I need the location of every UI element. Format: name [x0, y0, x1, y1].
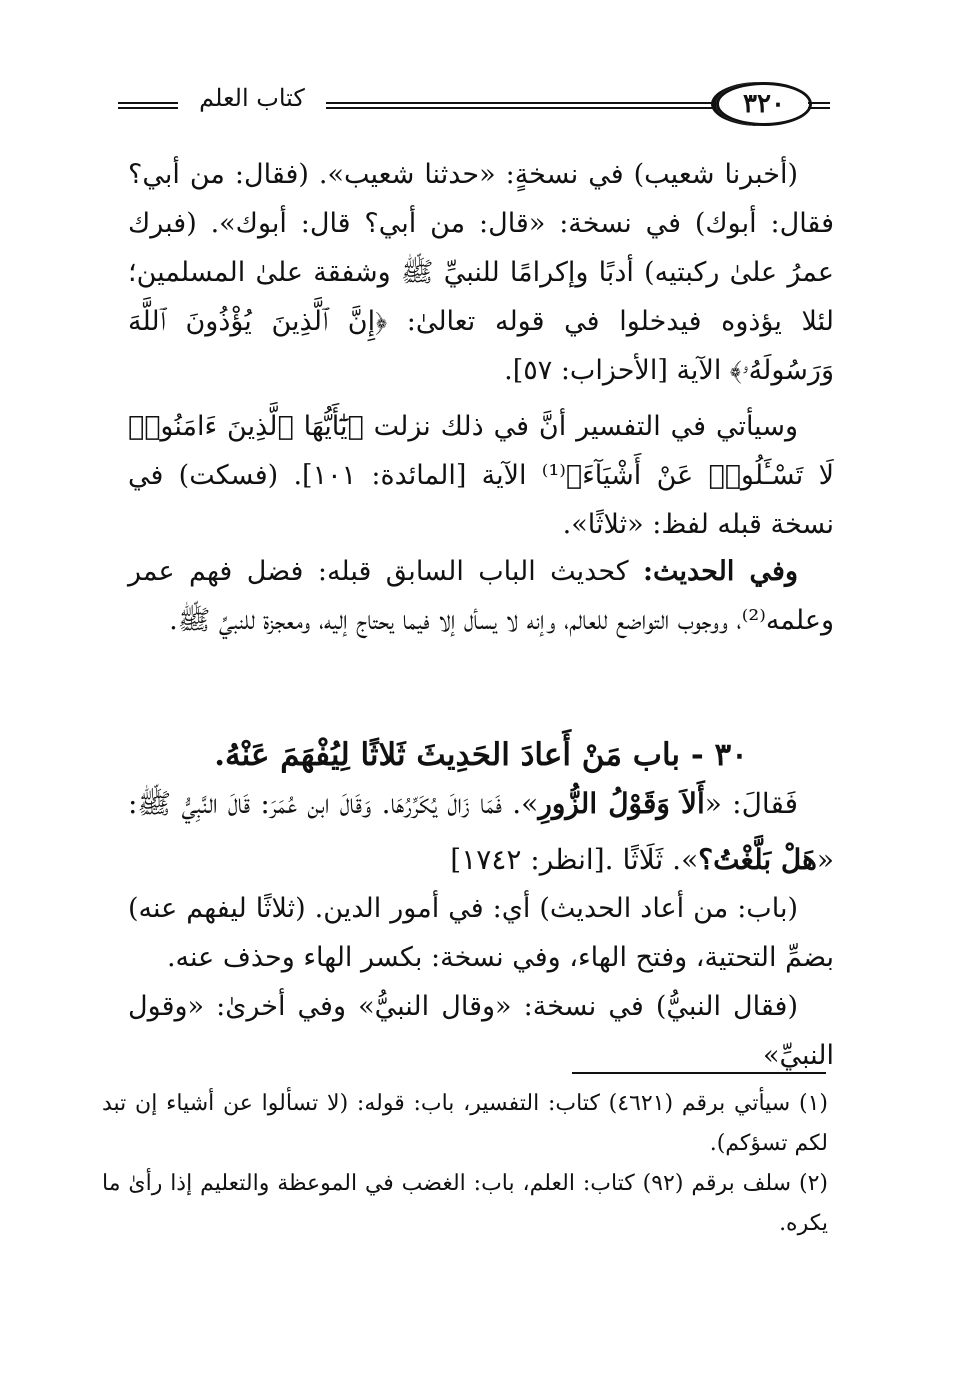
book-title: كتاب العلم	[199, 84, 305, 112]
footnote-2: (٢) سلف برقم (٩٢) كتاب: العلم، باب: الغضب في الموعظة والتعليم إذا رأىٰ ما يكره.	[102, 1171, 828, 1236]
footnotes	[102, 1084, 828, 1244]
hadith-part-1: فَقالَ: «	[704, 787, 798, 820]
paragraph-1	[128, 150, 834, 395]
header-rule-middle	[326, 102, 714, 109]
hadith-paragraph	[128, 776, 834, 888]
paragraph-2	[128, 402, 834, 549]
commentary	[128, 884, 834, 1080]
page-header	[118, 78, 830, 136]
paragraph-3	[128, 547, 834, 645]
hadith-part-3: ». ثَلَاثًا .[انظر: ١٧٤٢]	[450, 843, 699, 876]
header-rule-left	[118, 102, 178, 109]
page-number: ٣٢٠	[716, 82, 812, 126]
hadith-benefits-text: كحديث الباب السابق قبله: فضل فهم عمر وعلمه⁽²⁾، ووجوب التواضع للعالم، وإنه لا يسأل إلا فيما يحتاج إليه، ومعجزة للنبيِّ ﷺ.	[128, 556, 834, 636]
commentary-paragraph-1: (باب: من أعاد الحديث) أي: في أمور الدين. (ثلاثًا ليفهم عنه) بضمِّ التحتية، وفتح الهاء، وفي نسخة: بكسر الهاء وحذف عنه.	[128, 893, 834, 973]
paragraph-1-text: (أخبرنا شعيب) في نسخةٍ: «حدثنا شعيب». (فقال: من أبي؟ فقال: أبوك) في نسخة: «قال: من أبي؟ قال: أبوك». (فبرك عمرُ علىٰ ركبتيه) أدبًا وإكرامًا للنبيِّ ﷺ وشفقة علىٰ المسلمين؛ لئلا يؤذوه فيدخلوا في قوله تعالىٰ: ﴿إِنَّ ٱلَّذِينَ يُؤْذُونَ ٱللَّهَ وَرَسُولَهُۥ﴾ الآية [الأحزاب: ٥٧].	[128, 159, 834, 386]
hadith-text	[128, 776, 834, 888]
footnote-1: (١) سيأتي برقم (٤٦٢١) كتاب: التفسير، باب: قوله: (لا تسألوا عن أشياء إن تبد لكم تسؤكم).	[102, 1091, 828, 1156]
header-rule-right	[808, 102, 830, 109]
chapter-heading: ٣٠ - باب مَنْ أَعادَ الحَدِيثَ ثَلاثًا لِيُفْهَمَ عَنْهُ.	[214, 737, 748, 773]
hadith-part-2: ». فَمَا زَالَ يُكَرِّرُهَا. وَقَالَ ابن عُمَرَ: قَالَ النَّبِيُّ ﷺ: «	[128, 787, 834, 876]
paragraph-3-text	[128, 547, 834, 645]
hadith-benefits-label: وفي الحديث:	[643, 556, 798, 587]
paragraph-2-text: وسيأتي في التفسير أنَّ في ذلك نزلت ﴿يَٰٓأَيُّهَا ٱلَّذِينَ ءَامَنُوا۟ لَا تَسْـَٔلُوا۟ عَنْ أَشْيَآءَ﴾⁽¹⁾ الآية [المائدة: ١٠١]. (فسكت) في نسخة قبله لفظ: «ثلاثًا».	[128, 411, 834, 540]
hadith-quote-1: أَلاَ وَقَوْلُ الزُّورِ	[538, 787, 705, 820]
commentary-paragraph-2: (فقال النبيُّ) في نسخة: «وقال النبيُّ» وفي أخرىٰ: «وقول النبيِّ»	[128, 991, 834, 1071]
hadith-quote-2: هَلْ بَلَّغْتُ؟	[698, 843, 817, 876]
footnote-separator	[572, 1072, 826, 1074]
